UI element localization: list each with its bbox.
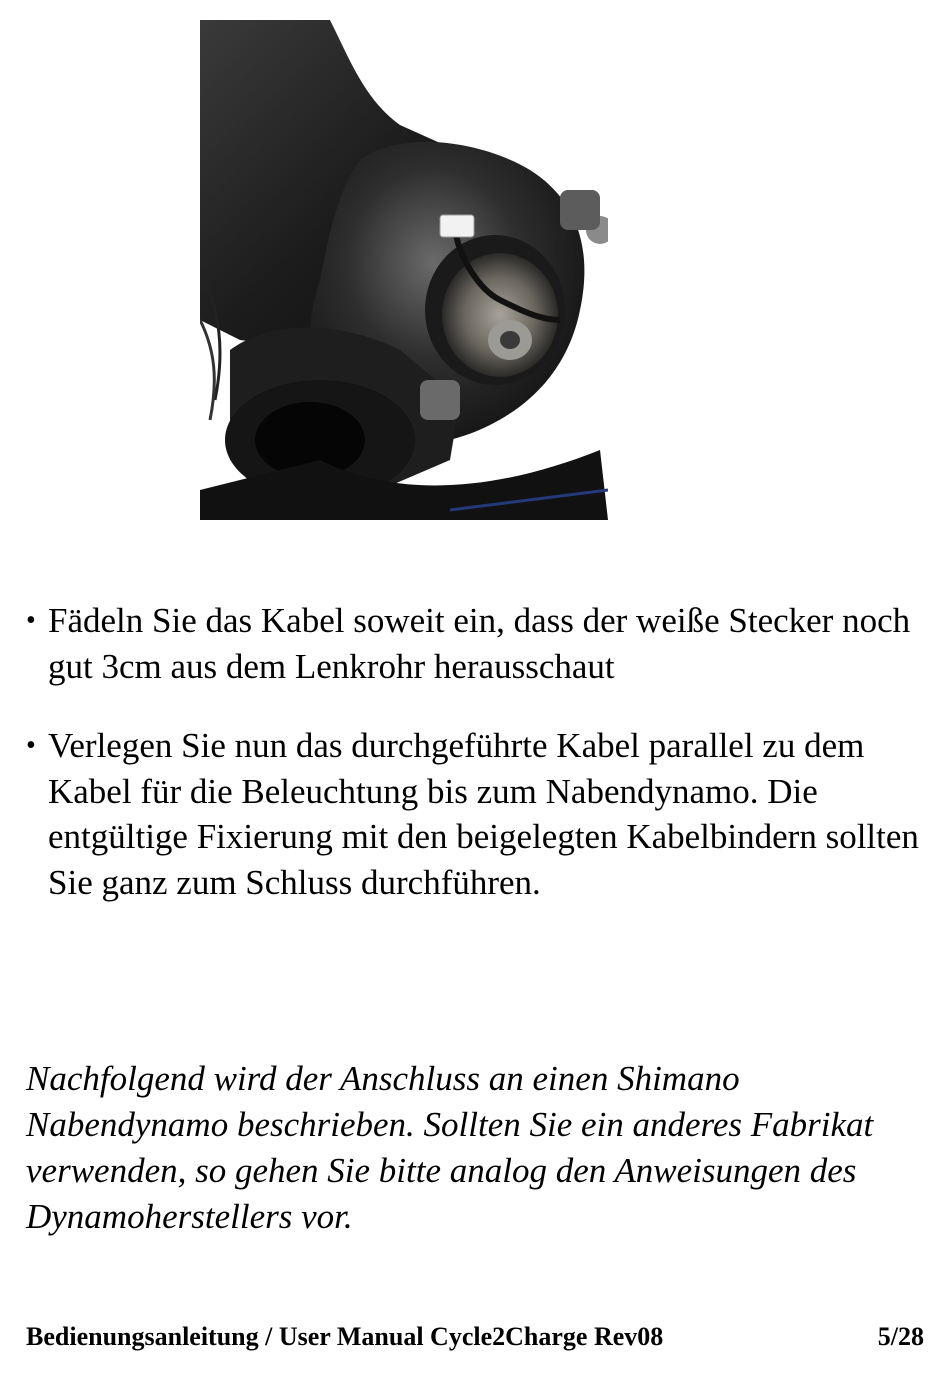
bicycle-stem-photo [200, 20, 608, 520]
page-footer [26, 1322, 924, 1352]
instruction-item [26, 598, 926, 689]
instruction-text: Fädeln Sie das Kabel soweit ein, dass der weiße Stecker noch gut 3cm aus dem Lenkrohr herausschaut [48, 601, 911, 686]
page-number: 5/28 [877, 1322, 924, 1351]
bullet-icon: • [26, 730, 36, 761]
instruction-list [26, 598, 926, 939]
shimano-note: Nachfolgend wird der Anschluss an einen Shimano Nabendynamo beschrieben. Sollten Sie ein anderes Fabrikat verwenden, so gehen Sie bitte analog den Anweisungen des Dynamoherstellers vor. [26, 1059, 874, 1236]
footer-title: Bedienungsanleitung / User Manual Cycle2Charge Rev08 [26, 1322, 664, 1351]
instruction-item [26, 723, 926, 905]
bullet-icon: • [26, 605, 36, 636]
instruction-text: Verlegen Sie nun das durchgeführte Kabel parallel zu dem Kabel für die Beleuchtung bis zum Nabendynamo. Die entgültige Fixierung mit den beigelegten Kabelbindern sollten Sie ganz zum Schluss durchführen. [48, 726, 919, 902]
bicycle-stem-cable-icon [200, 20, 608, 520]
